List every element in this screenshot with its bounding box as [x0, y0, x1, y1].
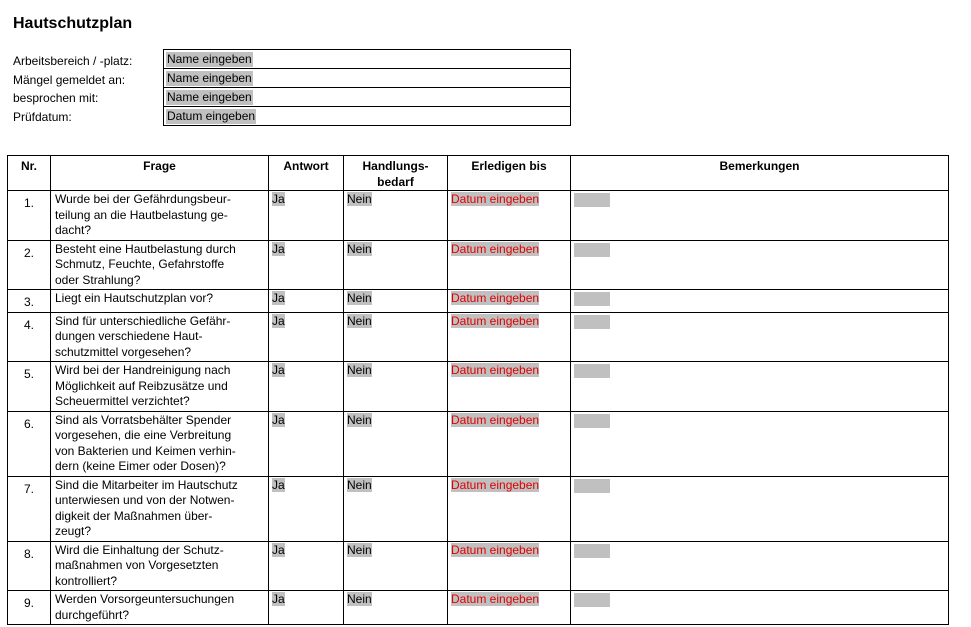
row-question [51, 240, 269, 290]
row-question-text: Werden Vorsorgeuntersuchungen durchgeführt? [55, 592, 235, 622]
remarks-input[interactable] [574, 292, 610, 306]
table-row [8, 191, 949, 241]
row-bedarf[interactable] [344, 476, 448, 541]
row-antwort[interactable] [269, 290, 344, 313]
row-question [51, 476, 269, 541]
action-needed-dropdown[interactable]: Nein [347, 477, 372, 492]
field-arbeitsbereich[interactable] [164, 50, 570, 69]
row-bedarf[interactable] [344, 312, 448, 362]
remarks-input[interactable] [574, 593, 610, 607]
row-number: 5. [8, 362, 51, 412]
field-arbeitsbereich-value[interactable]: Name eingeben [167, 52, 252, 66]
answer-dropdown[interactable]: Ja [272, 477, 285, 492]
row-bis[interactable] [448, 191, 571, 241]
row-antwort[interactable] [269, 191, 344, 241]
row-antwort[interactable] [269, 312, 344, 362]
answer-dropdown[interactable]: Ja [272, 192, 285, 206]
due-date-field[interactable]: Datum eingeben [451, 592, 540, 606]
row-remarks[interactable] [571, 290, 949, 313]
remarks-input[interactable] [574, 193, 610, 207]
row-remarks[interactable] [571, 362, 949, 412]
field-besprochen[interactable] [164, 88, 570, 107]
answer-dropdown[interactable]: Ja [272, 363, 285, 377]
row-question-text: Sind als Vorratsbehälter Spender vorgesehen, die eine Verbreitung von Bakterien und Keimen verhin- dern (keine Eimer oder Dosen)? [55, 412, 236, 473]
answer-dropdown[interactable]: Ja [272, 412, 285, 427]
due-date-field[interactable]: Datum eingeben [451, 477, 540, 492]
table-row [8, 240, 949, 290]
label-besprochen: besprochen mit: [13, 91, 99, 105]
row-antwort[interactable] [269, 362, 344, 412]
checklist-table [7, 155, 949, 625]
row-question [51, 312, 269, 362]
page-title: Hautschutzplan [13, 15, 133, 32]
row-bis[interactable] [448, 290, 571, 313]
label-pruefdatum: Prüfdatum: [13, 109, 72, 124]
due-date-field[interactable]: Datum eingeben [451, 542, 540, 557]
remarks-input[interactable] [574, 243, 610, 257]
action-needed-dropdown[interactable]: Nein [347, 241, 372, 256]
field-maengel[interactable] [164, 69, 570, 88]
table-row [8, 362, 949, 412]
due-date-field[interactable]: Datum eingeben [451, 363, 540, 377]
table-row [8, 290, 949, 313]
row-antwort[interactable] [269, 411, 344, 476]
row-remarks[interactable] [571, 476, 949, 541]
due-date-field[interactable]: Datum eingeben [451, 313, 540, 328]
row-number: 1. [8, 191, 51, 241]
action-needed-dropdown[interactable]: Nein [347, 192, 372, 206]
remarks-input[interactable] [574, 315, 610, 329]
row-number: 9. [8, 591, 51, 625]
col-handlungsbedarf: Handlungs- bedarf [344, 156, 448, 191]
row-antwort[interactable] [269, 541, 344, 591]
action-needed-dropdown[interactable]: Nein [347, 592, 372, 606]
table-row [8, 476, 949, 541]
header-labels [13, 52, 132, 126]
row-antwort[interactable] [269, 591, 344, 625]
due-date-field[interactable]: Datum eingeben [451, 241, 540, 256]
header-fields [163, 49, 571, 126]
action-needed-dropdown[interactable]: Nein [347, 412, 372, 427]
action-needed-dropdown[interactable]: Nein [347, 542, 372, 557]
row-number: 7. [8, 476, 51, 541]
col-erledigen-bis: Erledigen bis [448, 156, 571, 191]
row-bedarf[interactable] [344, 591, 448, 625]
label-maengel: Mängel gemeldet an: [13, 72, 126, 87]
due-date-field[interactable]: Datum eingeben [451, 192, 540, 206]
field-besprochen-value[interactable]: Name eingeben [167, 90, 252, 104]
row-bedarf[interactable] [344, 290, 448, 313]
row-bedarf[interactable] [344, 240, 448, 290]
answer-dropdown[interactable]: Ja [272, 313, 285, 328]
table-row [8, 312, 949, 362]
remarks-input[interactable] [574, 544, 610, 558]
row-bedarf[interactable] [344, 541, 448, 591]
row-question-text: Liegt ein Hautschutzplan vor? [55, 291, 214, 305]
row-question-text: Sind die Mitarbeiter im Hautschutz unterwiesen und von der Notwen- digkeit der Maßnahmen über- zeugt? [55, 477, 238, 538]
row-antwort[interactable] [269, 476, 344, 541]
field-pruefdatum-value[interactable]: Datum eingeben [167, 109, 256, 123]
row-question-text: Wird die Einhaltung der Schutz- maßnahmen von Vorgesetzten kontrolliert? [55, 542, 224, 588]
row-question-text: Sind für unterschiedliche Gefähr- dungen verschiedene Haut- schutzmittel vorgesehen? [55, 313, 231, 359]
row-remarks[interactable] [571, 411, 949, 476]
row-number: 8. [8, 541, 51, 591]
row-remarks[interactable] [571, 312, 949, 362]
row-bis[interactable] [448, 541, 571, 591]
row-remarks[interactable] [571, 541, 949, 591]
row-question [51, 191, 269, 241]
row-bis[interactable] [448, 411, 571, 476]
answer-dropdown[interactable]: Ja [272, 241, 285, 256]
row-bis[interactable] [448, 476, 571, 541]
field-pruefdatum[interactable] [164, 107, 570, 125]
row-question-text: Wird bei der Handreinigung nach Möglichkeit auf Reibzusätze und Scheuermittel verzichtet? [55, 363, 231, 408]
field-maengel-value[interactable]: Name eingeben [167, 71, 252, 85]
row-remarks[interactable] [571, 191, 949, 241]
row-question [51, 362, 269, 412]
remarks-input[interactable] [574, 364, 610, 378]
answer-dropdown[interactable]: Ja [272, 542, 285, 557]
table-row [8, 411, 949, 476]
row-bedarf[interactable] [344, 362, 448, 412]
row-bedarf[interactable] [344, 191, 448, 241]
table-row [8, 591, 949, 625]
table-row [8, 541, 949, 591]
label-arbeitsbereich: Arbeitsbereich / -platz: [13, 54, 133, 68]
due-date-field[interactable]: Datum eingeben [451, 412, 540, 427]
row-bedarf[interactable] [344, 411, 448, 476]
action-needed-dropdown[interactable]: Nein [347, 291, 372, 305]
col-antwort: Antwort [269, 156, 344, 191]
col-nr: Nr. [8, 156, 51, 191]
remarks-input[interactable] [574, 414, 610, 428]
row-question [51, 541, 269, 591]
row-question-text: Besteht eine Hautbelastung durch Schmutz, Feuchte, Gefahrstoffe oder Strahlung? [55, 241, 236, 287]
row-bis[interactable] [448, 591, 571, 625]
answer-dropdown[interactable]: Ja [272, 291, 285, 305]
due-date-field[interactable]: Datum eingeben [451, 291, 540, 305]
row-remarks[interactable] [571, 240, 949, 290]
table-header-row [8, 156, 949, 191]
row-number: 6. [8, 411, 51, 476]
remarks-input[interactable] [574, 479, 610, 493]
row-bis[interactable] [448, 312, 571, 362]
row-question [51, 591, 269, 625]
row-number: 3. [8, 290, 51, 313]
row-number: 4. [8, 312, 51, 362]
row-bis[interactable] [448, 240, 571, 290]
row-question [51, 290, 269, 313]
action-needed-dropdown[interactable]: Nein [347, 363, 372, 377]
row-number: 2. [8, 240, 51, 290]
row-remarks[interactable] [571, 591, 949, 625]
row-bis[interactable] [448, 362, 571, 412]
action-needed-dropdown[interactable]: Nein [347, 313, 372, 328]
col-frage: Frage [51, 156, 269, 191]
row-question-text: Wurde bei der Gefährdungsbeur- teilung an die Hautbelastung ge- dacht? [55, 192, 231, 237]
row-antwort[interactable] [269, 240, 344, 290]
col-bemerkungen: Bemerkungen [571, 156, 949, 191]
answer-dropdown[interactable]: Ja [272, 592, 285, 606]
row-question [51, 411, 269, 476]
